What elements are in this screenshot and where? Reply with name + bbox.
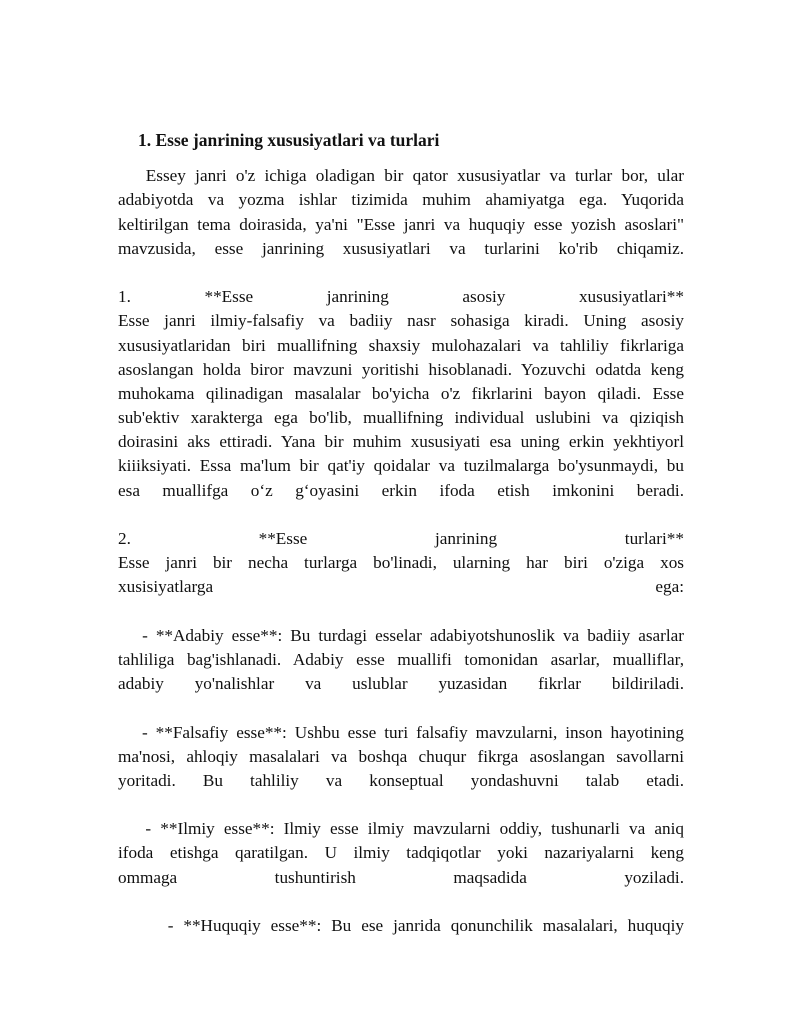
text-line: - **Falsafiy esse**: Ushbu esse turi falsafiy mavzularni, inson hayotining: [118, 722, 684, 742]
blank-line: [118, 793, 684, 817]
text-line: Esse janri bir necha turlarga bo'linadi, ularning har biri o'ziga xos: [118, 553, 684, 573]
text-line: tahliliga bag'ishlanadi. Adabiy esse muallifi tomonidan asarlar, mualliflar,: [118, 649, 684, 669]
document-page: [118, 128, 684, 938]
blank-line: [118, 890, 684, 914]
text-line: - **Adabiy esse**: Bu turdagi esselar adabiyotshunoslik va badiiy asarlar: [118, 625, 684, 645]
text-line: - **Ilmiy esse**: Ilmiy esse ilmiy mavzularni oddiy, tushunarli va aniq: [118, 819, 684, 839]
text-line: doirasini aks ettiradi. Yana bir muhim xususiyati esa uning erkin yekhtiyorl: [118, 432, 684, 452]
section-heading: 1. Esse janrining xususiyatlari va turlari: [138, 130, 440, 150]
text-line: mavzusida, esse janrining xususiyatlari va turlarini ko'rib chiqamiz.: [118, 238, 684, 258]
blank-line: [118, 696, 684, 720]
text-line: ma'nosi, ahloqiy masalalari va boshqa chuqur fikrga asoslangan savollarni: [118, 746, 684, 766]
text-line: adabiy yo'nalishlar va uslublar yuzasidan fikrlar bildiriladi.: [118, 674, 684, 694]
text-line: Essey janri o'z ichiga oladigan bir qator xususiyatlar va turlar bor, ular: [118, 166, 684, 186]
text-line: ommaga tushuntirish maqsadida yoziladi.: [118, 867, 684, 887]
text-line: ifoda etishga qaratilgan. U ilmiy tadqiqotlar yoki nazariyalarni keng: [118, 843, 684, 863]
text-line: muhokama qilinadigan masalalar bo'yicha o'z fikrlarini bayon qiladi. Esse: [118, 383, 684, 403]
text-line: kiiiksiyati. Essa ma'lum bir qat'iy qoidalar va tuzilmalarga bo'ysunmaydi, bu: [118, 456, 684, 476]
blank-line: [118, 261, 684, 285]
text-line: keltirilgan tema doirasida, ya'ni "Esse janri va huquqiy esse yozish asoslari": [118, 214, 684, 234]
text-line: sub'ektiv xarakterga ega bo'lib, muallifning individual uslubini va qiziqish: [118, 408, 684, 428]
text-line: adabiyotda va yozma ishlar tizimida muhim ahamiyatga ega. Yuqorida: [118, 190, 684, 210]
blank-line: [118, 503, 684, 527]
text-line: asoslangan holda biror mavzuni yoritishi hisoblanadi. Yozuvchi odatda keng: [118, 359, 684, 379]
text-line: - **Huquqiy esse**: Bu ese janrida qonunchilik masalalari, huquqiy: [118, 916, 684, 936]
text-line: Esse janri ilmiy-falsafiy va badiiy nasr sohasiga kiradi. Uning asosiy: [118, 311, 684, 331]
text-line: 2. **Esse janrining turlari**: [118, 529, 684, 549]
text-line: 1. **Esse janrining asosiy xususiyatlari**: [118, 287, 684, 307]
body-text: [118, 164, 684, 938]
text-line: xusisiyatlarga ega:: [118, 577, 684, 597]
text-line: xususiyatlaridan biri muallifning shaxsiy mulohazalari va tahliliy fikrlariga: [118, 335, 684, 355]
text-line: yoritadi. Bu tahliliy va konseptual yondashuvni talab etadi.: [118, 770, 684, 790]
blank-line: [118, 600, 684, 624]
text-line: esa muallifga o‘z g‘oyasini erkin ifoda etish imkonini beradi.: [118, 480, 684, 500]
